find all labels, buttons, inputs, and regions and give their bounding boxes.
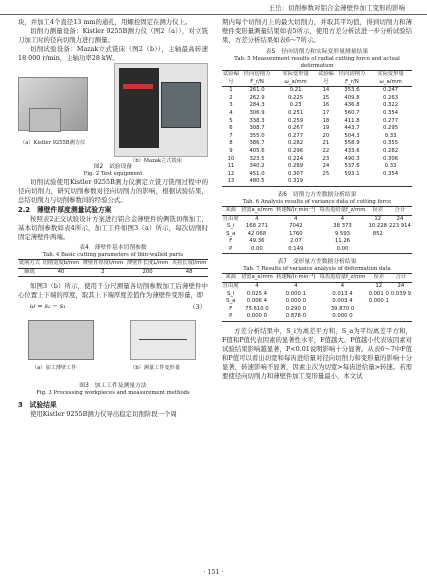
table-cell: 262.9 <box>249 94 265 101</box>
table-row <box>222 215 412 223</box>
table-cell: 0.247 <box>382 87 399 94</box>
table-cell: 852 <box>372 230 383 237</box>
table-cell: 0.306 <box>382 155 399 162</box>
table-cell: 223 914 <box>389 223 411 230</box>
table-cell: 0.000 1 <box>285 290 306 297</box>
table-cell: 409.8 <box>344 94 360 101</box>
table-cell: 12 <box>375 283 383 290</box>
table-cell <box>369 178 412 186</box>
table-header: 来源 <box>225 206 237 213</box>
fig3b-caption: （b）测量工件变形量 <box>130 365 181 372</box>
table-cell <box>388 231 412 239</box>
paragraph: 使用Kistler 9255B测力仪导出稳定切削阶段一个周 <box>30 410 177 419</box>
table-cell: 11.26 <box>334 238 351 245</box>
table4-caption-cn: 表4 薄壁件基本切削参数 <box>79 245 147 251</box>
table-cell: 2 <box>101 268 105 275</box>
table-cell: 0.013 4 <box>332 290 353 297</box>
table-cell: 0.33 <box>384 163 397 170</box>
equation-number: （3） <box>189 303 206 312</box>
table-cell: 0.295 <box>382 125 399 132</box>
table6-caption-cn: 表6 切削力方差数据分析结果 <box>277 191 357 198</box>
table-header: 夹持长度l/mm <box>171 260 207 266</box>
measurement-diagram <box>130 320 196 360</box>
table-cell: 0.322 <box>382 102 399 109</box>
table-cell: 353.6 <box>344 87 360 94</box>
table-row <box>222 298 412 306</box>
table-cell <box>317 178 335 186</box>
equation: ω = s₂ − s₁ <box>30 302 66 311</box>
table-header: 试验编号 <box>317 71 334 85</box>
table-row <box>222 140 412 148</box>
table6-caption-en: Tab. 6 Analysis results of variance data of cutting force <box>242 198 392 205</box>
figure-3 <box>18 316 208 382</box>
table-5 <box>222 70 412 187</box>
table-cell: 0.000 1 <box>368 298 389 305</box>
table-row <box>222 223 412 231</box>
table-row <box>222 291 412 299</box>
table-cell: 504.3 <box>344 132 360 139</box>
table-row <box>222 156 412 164</box>
table7-caption-cn: 表7 变形量方差数据分析结果 <box>277 259 357 266</box>
table-cell: 443.7 <box>344 125 360 132</box>
paragraph: 块，并加工4个直径13 mm的通孔，用螺栓固定在测力仪上。 <box>18 18 192 26</box>
table-cell: 168 271 <box>245 223 268 230</box>
table-header: 实际变形量ω_a/mm <box>282 71 309 85</box>
table-cell: 433.6 <box>344 147 360 154</box>
milling-machine-photo <box>114 63 208 157</box>
table-cell <box>368 246 388 254</box>
table-cell: S_a <box>226 298 236 305</box>
fig2-caption-en: Fig. 2 Test equipment <box>83 171 143 177</box>
table-header: 切宽a_e/mm <box>240 206 273 213</box>
table-cell: 0.282 <box>287 140 304 147</box>
table-cell: 4 <box>255 283 259 290</box>
table-row <box>222 125 412 133</box>
table-cell: 24 <box>322 163 330 170</box>
table-row <box>222 231 412 239</box>
table-cell: 11 <box>227 163 235 170</box>
table-row <box>222 171 412 179</box>
fig3-caption-cn: 图3 加工工件及测量方法 <box>79 383 147 390</box>
table-header: 薄壁件长度L/mm <box>126 260 169 266</box>
table-cell: 9 593 <box>334 230 351 237</box>
fig2-caption-cn: 图2 试验设备 <box>93 164 133 170</box>
table-cell: 0.277 <box>287 132 304 139</box>
table-cell: 75.610 0 <box>245 305 269 312</box>
table-cell: 0.000 0 <box>332 313 353 320</box>
table-cell: 自由度 <box>222 283 239 290</box>
table-cell: 0.277 <box>382 117 399 124</box>
workpiece-photo <box>28 320 94 360</box>
table-header: 误差 <box>373 274 385 281</box>
table-cell: 0.319 <box>287 178 304 185</box>
table-cell <box>368 306 390 314</box>
table-cell: 12 <box>374 215 382 222</box>
table-row <box>222 163 412 171</box>
table-cell: 5 <box>229 117 233 124</box>
table-header: 转速N/(r·min⁻¹) <box>276 206 316 213</box>
table-cell: 17 <box>322 109 330 116</box>
table-cell: 13 <box>227 178 235 185</box>
fig2b-caption: （b）Mazak立式铣床 <box>130 158 182 164</box>
table-cell: 537.6 <box>344 163 360 170</box>
table-cell: 0.355 <box>382 140 399 147</box>
table-cell: 15 <box>322 94 330 101</box>
table-cell: 306.9 <box>249 109 265 116</box>
paragraph: 切削力测量设备：Kistler 9255B测力仪（图2（a）），对立铣刀加工时的径向切削力进行测量。 <box>18 27 208 44</box>
running-header <box>0 0 427 15</box>
table-cell: 0.21 <box>289 87 302 94</box>
table-cell: 323.5 <box>249 155 265 162</box>
table-cell: 20 <box>322 132 330 139</box>
table-cell: 18 <box>322 117 330 124</box>
table-cell: 10 228 <box>368 223 388 230</box>
table-cell: 308.7 <box>249 125 265 132</box>
table-cell: 4 <box>255 215 259 222</box>
table-cell: 0.006 4 <box>246 298 267 305</box>
table-cell: 21 <box>322 140 330 147</box>
fig3-caption-en: Fig. 3 Processing workpieces and measurement methods <box>36 390 190 397</box>
table-cell: P <box>229 245 233 252</box>
table-cell: 0.267 <box>287 125 304 132</box>
table-cell: 0.025 4 <box>246 290 267 297</box>
table-cell: 0.307 <box>287 170 304 177</box>
table-cell: 451.0 <box>249 170 265 177</box>
table-row <box>222 110 412 118</box>
table-row <box>222 238 412 246</box>
table-header: 切削宽度b/mm <box>42 260 80 266</box>
table-cell: 0.00 <box>336 245 349 252</box>
table-cell: 284.3 <box>249 102 265 109</box>
table-header: 铣削方式 <box>18 260 41 266</box>
right-column <box>222 18 412 381</box>
table-cell: 1760 <box>289 230 303 237</box>
table-6 <box>222 206 412 255</box>
table-row <box>222 148 412 156</box>
table-header: 径向切削力F_r/N <box>338 71 366 85</box>
table-cell: F <box>229 238 233 245</box>
table-cell: 0.354 <box>382 170 399 177</box>
table-cell: 560.7 <box>344 109 360 116</box>
paragraph: 切削试验设备：Mazak立式铣床（图2（b）），主轴最高转速18 000 r/min，主轴功率28 kW。 <box>18 45 208 62</box>
table-cell: F <box>229 305 233 312</box>
table-cell: 411.8 <box>344 117 360 124</box>
table-cell: 0.039 9 <box>390 290 411 297</box>
table-cell: 490.3 <box>344 155 360 162</box>
fig2a-caption: （a）Kistler 9255B测力仪 <box>20 140 86 146</box>
table-cell <box>390 298 412 306</box>
table-cell: 49.36 <box>249 238 265 245</box>
table-cell: 2 <box>229 94 233 101</box>
table-cell: 0.001 0 <box>368 290 389 297</box>
table-cell: 593.1 <box>344 170 360 177</box>
table-cell: 0.33 <box>384 132 397 139</box>
table-cell: 10 <box>227 155 235 162</box>
table-header: 误差 <box>372 206 384 213</box>
table4-caption-en: Tab. 4 Basic cutting parameters of thin-walled parts <box>42 252 184 258</box>
table-cell: 0.251 <box>287 109 304 116</box>
table-cell: 24 <box>396 215 404 222</box>
section-heading: 3 试验结果 <box>18 401 57 410</box>
table5-caption-en: Tab. 5 Measurement results of radial cutting force and actual deformation <box>234 56 400 69</box>
table-cell: 7 <box>229 132 233 139</box>
table-cell: 9 <box>229 147 233 154</box>
paragraph: 切削试验使用Kistler 9255B测力仪测定立铣刀铣削过程中的径向切削力，研究切削参数对径向切削力的影响，根据试验结果，总结切削力与切削参数间的经验公式。 <box>18 178 208 204</box>
table-cell: S_a <box>226 230 236 237</box>
table-cell: S_i <box>226 290 235 297</box>
table-cell: 39.870 0 <box>330 305 355 312</box>
table-row <box>222 133 412 141</box>
table-cell: P <box>229 313 233 320</box>
table7-caption-en: Tab. 7 Results of variance analysis of deformation data <box>243 266 391 273</box>
table-4 <box>18 259 208 277</box>
table-header: 合计 <box>395 274 407 281</box>
table-cell: 386.7 <box>249 140 265 147</box>
table-cell: 6 <box>229 125 233 132</box>
table-cell: 340.2 <box>249 163 265 170</box>
table-cell: 1 <box>229 87 233 94</box>
fig3a-caption: （a）加工薄壁工件 <box>32 365 77 372</box>
table-cell: 23 <box>322 155 330 162</box>
table-cell <box>368 238 388 246</box>
table-cell <box>390 313 412 321</box>
table-cell: 顺铣 <box>24 268 35 275</box>
table-7 <box>222 273 412 322</box>
table5-caption-cn: 表5 径向切削力和实际变形量测量结果 <box>265 49 369 55</box>
table-cell: 0.354 <box>382 109 399 116</box>
table-row <box>222 118 412 126</box>
table-header: 转速N/(r·min⁻¹) <box>276 274 316 281</box>
table-cell: 自由度 <box>222 215 239 222</box>
table-cell: 14 <box>322 87 330 94</box>
table-row <box>222 283 412 291</box>
table-cell: 4 <box>229 109 233 116</box>
paragraph: 按照表2正交试验设计方案进行铝合金薄壁件的侧铣切削加工，基本切削参数如表4所示，加工工件如图3（a）所示，每次切削时固定薄壁件两端。 <box>18 215 208 241</box>
table-cell: 480.5 <box>249 178 265 185</box>
table-header: 切宽a_e/mm <box>240 274 273 281</box>
table-cell: 22 <box>322 147 330 154</box>
figure-2 <box>18 63 208 163</box>
table-row <box>222 313 412 321</box>
table-cell <box>368 313 390 321</box>
table-header: 每齿进给量f_z/mm <box>319 274 366 281</box>
header-title: 王岳：切削参数对铝合金薄壁件加工变形的影响 <box>268 4 405 12</box>
table-header: 合计 <box>394 206 406 213</box>
table-cell: 355.0 <box>249 132 265 139</box>
table-cell: 4 <box>294 283 298 290</box>
table-cell <box>335 178 369 186</box>
table-cell: 436.8 <box>344 102 360 109</box>
table-cell: 7042 <box>289 223 303 230</box>
left-column <box>18 18 208 419</box>
table-cell: 25 <box>322 170 330 177</box>
table-cell: 0.225 <box>287 94 304 101</box>
table-cell: 200 <box>142 268 153 275</box>
table-cell: 24 <box>397 283 405 290</box>
table-cell: 4 <box>294 215 298 222</box>
table-cell: 8 <box>229 140 233 147</box>
table-cell: 0.259 <box>287 117 304 124</box>
table-cell: 38 373 <box>333 223 352 230</box>
table-cell: 0.263 <box>382 94 399 101</box>
table-row <box>222 87 412 95</box>
table-cell: 0.282 <box>382 147 399 154</box>
table-cell: 0.290 0 <box>285 305 306 312</box>
table-cell: 338.3 <box>249 117 265 124</box>
table-header: 实际变形量ω_a/mm <box>377 71 404 85</box>
table-header: 薄壁件厚度t/mm <box>82 260 124 266</box>
page-number: · 151 · <box>203 568 224 576</box>
table-header: 来源 <box>225 274 237 281</box>
dynamometer-photo <box>18 77 88 131</box>
table-cell: 3 <box>229 102 233 109</box>
table-cell: 4 <box>340 283 345 290</box>
table-header: 每齿进给量f_z/mm <box>319 206 366 213</box>
table-cell: 0.003 4 <box>332 298 353 305</box>
table-header: 试验编号 <box>222 71 239 85</box>
table-cell: 4 <box>340 215 345 222</box>
paragraph: 期内每个切削刃上的最大切削力，并取其平均值，得到切削力和薄壁件变形量测量结果如表5所示，使用方差分析法进一步分析试验结果，方差分析结果如表6～7所示。 <box>222 18 412 44</box>
table-cell: 19 <box>322 125 330 132</box>
table-cell: 48 <box>185 268 193 275</box>
table-row <box>222 95 412 103</box>
paragraph: 如图3（b）所示，使用千分尺测量各切削参数加工后薄壁件中心位置上下端的厚度，取其上下端厚度差值作为薄壁件变形量，即 <box>18 282 208 300</box>
table-cell: 42 068 <box>247 230 267 237</box>
table-cell: 0.296 <box>287 147 304 154</box>
table-cell <box>390 306 412 314</box>
table-cell <box>388 246 412 254</box>
table-cell: 0.23 <box>289 102 302 109</box>
table-cell: 16 <box>322 102 330 109</box>
table-row <box>222 306 412 314</box>
table-cell: 0.149 <box>288 245 304 252</box>
table-cell: 0.000 0 <box>285 298 306 305</box>
table-header: 径向切削力F_r/N <box>243 71 271 85</box>
table-row <box>222 246 412 254</box>
table-cell: 558.9 <box>344 140 360 147</box>
section-heading: 2.2 薄壁件厚度测量试验方案 <box>18 206 112 214</box>
table-cell: 405.6 <box>249 147 265 154</box>
table-cell: 12 <box>227 170 235 177</box>
table-cell: 0.289 <box>287 163 304 170</box>
table-cell: 0.224 <box>287 155 304 162</box>
table-cell: S_i <box>226 223 235 230</box>
table-cell: 0.00 <box>250 245 263 252</box>
table-cell: 40 <box>57 268 65 275</box>
table-cell: 0.000 0 <box>246 313 267 320</box>
table-cell: 0.878 0 <box>285 313 306 320</box>
table-cell: 2.07 <box>289 238 302 245</box>
table-cell <box>388 238 412 246</box>
paragraph: 方差分析结果中，S_i为离差平方和，S_a为平均离差平方和，F值和P值代表因素的显著性水平，F值越大、P值越小代表该因素对试验结果影响越显著，P<0.01说明影响十分显著。从表6～7中F值和P值可以看出切宽和每齿进给量对径向切削力和变形量的影响十分显著，转速影响不显著，因素主次为切宽>每齿进给量>转速。若需要使径向切削力和薄壁件加工变形量最小，本文试 <box>222 327 413 381</box>
table-cell: 261.0 <box>249 87 265 94</box>
table-row <box>222 178 412 186</box>
equation-3 <box>18 300 208 313</box>
table-row <box>222 102 412 110</box>
